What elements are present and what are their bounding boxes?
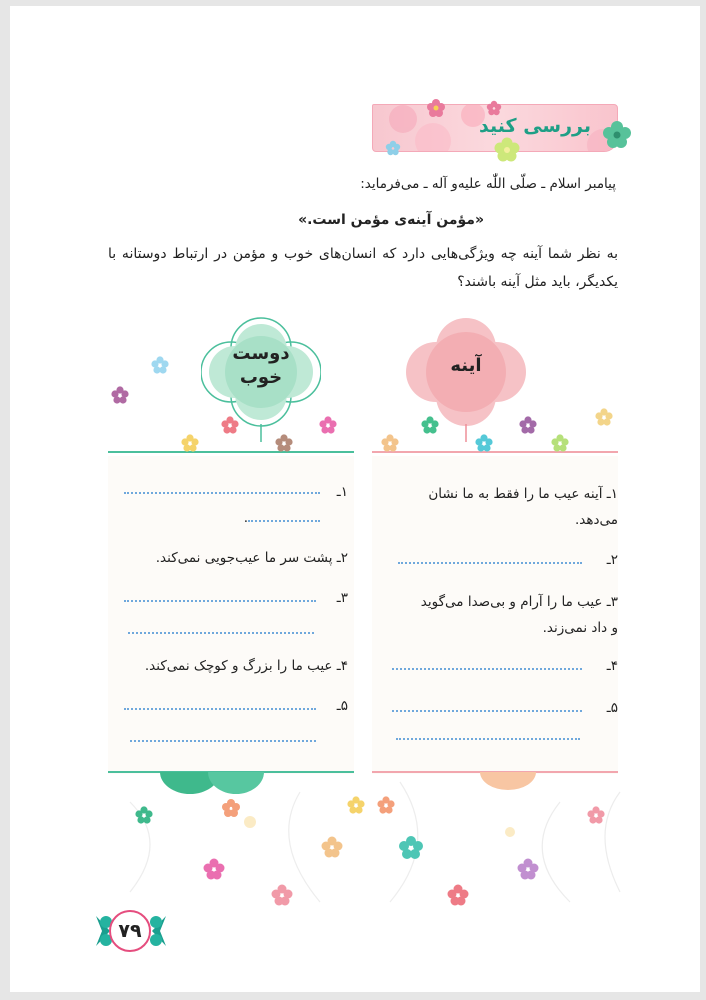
mirror-item-1-line1: ۱ـ آینه عیب ما را فقط به ما نشان (428, 486, 618, 502)
flower-icon (399, 836, 423, 860)
flower-icon (486, 100, 502, 116)
flower-icon (151, 356, 169, 374)
good-friend-label-line1: دوست (232, 343, 290, 364)
flower-icon (319, 416, 337, 434)
hadith-quote: «مؤمن آینه‌ی مؤمن است.» (298, 212, 484, 228)
flower-icon (421, 416, 439, 434)
friend-item-4: ۴ـ عیب ما را بزرگ و کوچک نمی‌کند. (144, 658, 348, 674)
mirror-item-5-answer-line-2[interactable] (396, 738, 580, 740)
mirror-item-5-label: ۵ـ (606, 700, 618, 716)
flower-icon (603, 121, 631, 149)
flower-icon (221, 416, 239, 434)
flower-icon (203, 858, 225, 880)
flower-icon (587, 806, 605, 824)
flower-icon (551, 434, 569, 452)
mirror-item-3-line2: و داد نمی‌زند. (542, 620, 618, 636)
mirror-item-3-line1: ۳ـ عیب ما را آرام و بی‌صدا می‌گوید (420, 594, 618, 610)
question-text: به نظر شما آینه چه ویژگی‌هایی دارد که انسان‌های خوب و مؤمن در ارتباط دوستانه با یکدیگر، باید مثل آینه باشند؟ (108, 246, 618, 290)
flower-icon (385, 140, 401, 156)
flower-icon (275, 434, 293, 452)
good-friend-label (221, 342, 301, 390)
flower-icon (271, 884, 293, 906)
flower-icon (377, 796, 395, 814)
flower-icon (111, 386, 129, 404)
left-ground-line (108, 451, 354, 453)
friend-item-3-answer-line-2[interactable] (128, 632, 314, 634)
flower-icon (426, 98, 446, 118)
flower-icon (519, 416, 537, 434)
mirror-item-1-line2: می‌دهد. (575, 512, 618, 528)
flower-icon (494, 137, 520, 163)
flower-icon (475, 434, 493, 452)
friend-item-5-answer-line-2[interactable] (130, 740, 316, 742)
mirror-item-4-answer-line[interactable] (392, 668, 582, 670)
flower-icon (595, 408, 613, 426)
page-number-badge (96, 908, 166, 954)
mirror-item-2-label: ۲ـ (606, 552, 618, 568)
flower-icon (181, 434, 199, 452)
mirror-item-5-answer-line-1[interactable] (392, 710, 582, 712)
friend-item-5-label: ۵ـ (336, 698, 348, 714)
intro-line: پیامبر اسلام ـ صلّی اللّٰه علیه‌و آله ـ می‌فرماید: (360, 176, 616, 192)
flower-icon (381, 434, 399, 452)
mirror-item-2-answer-line[interactable] (398, 562, 582, 564)
friend-item-3-label: ۳ـ (336, 590, 348, 606)
friend-item-1-end: . (243, 510, 248, 526)
flower-icon (347, 796, 365, 814)
good-friend-label-line2: خوب (239, 367, 283, 388)
flower-icon (517, 858, 539, 880)
bottom-floral-decoration (100, 772, 640, 922)
friend-item-2: ۲ـ پشت سر ما عیب‌جویی نمی‌کند. (155, 550, 348, 566)
page-number: ۷۹ (109, 910, 151, 952)
friend-item-1-label: ۱ـ (336, 484, 348, 500)
flower-icon (135, 806, 153, 824)
friend-item-5-answer-line-1[interactable] (124, 708, 316, 710)
flower-icon (321, 836, 343, 858)
friend-item-1-answer-line-2[interactable] (248, 520, 320, 522)
mirror-item-4-label: ۴ـ (606, 658, 618, 674)
right-ground-line (372, 451, 618, 453)
mirror-label: آینه (450, 355, 482, 376)
section-title: بررسی کنید (479, 115, 591, 137)
friend-item-3-answer-line-1[interactable] (124, 600, 316, 602)
friend-item-1-answer-line-1[interactable] (124, 492, 320, 494)
flower-icon (221, 798, 241, 818)
flower-icon (447, 884, 469, 906)
